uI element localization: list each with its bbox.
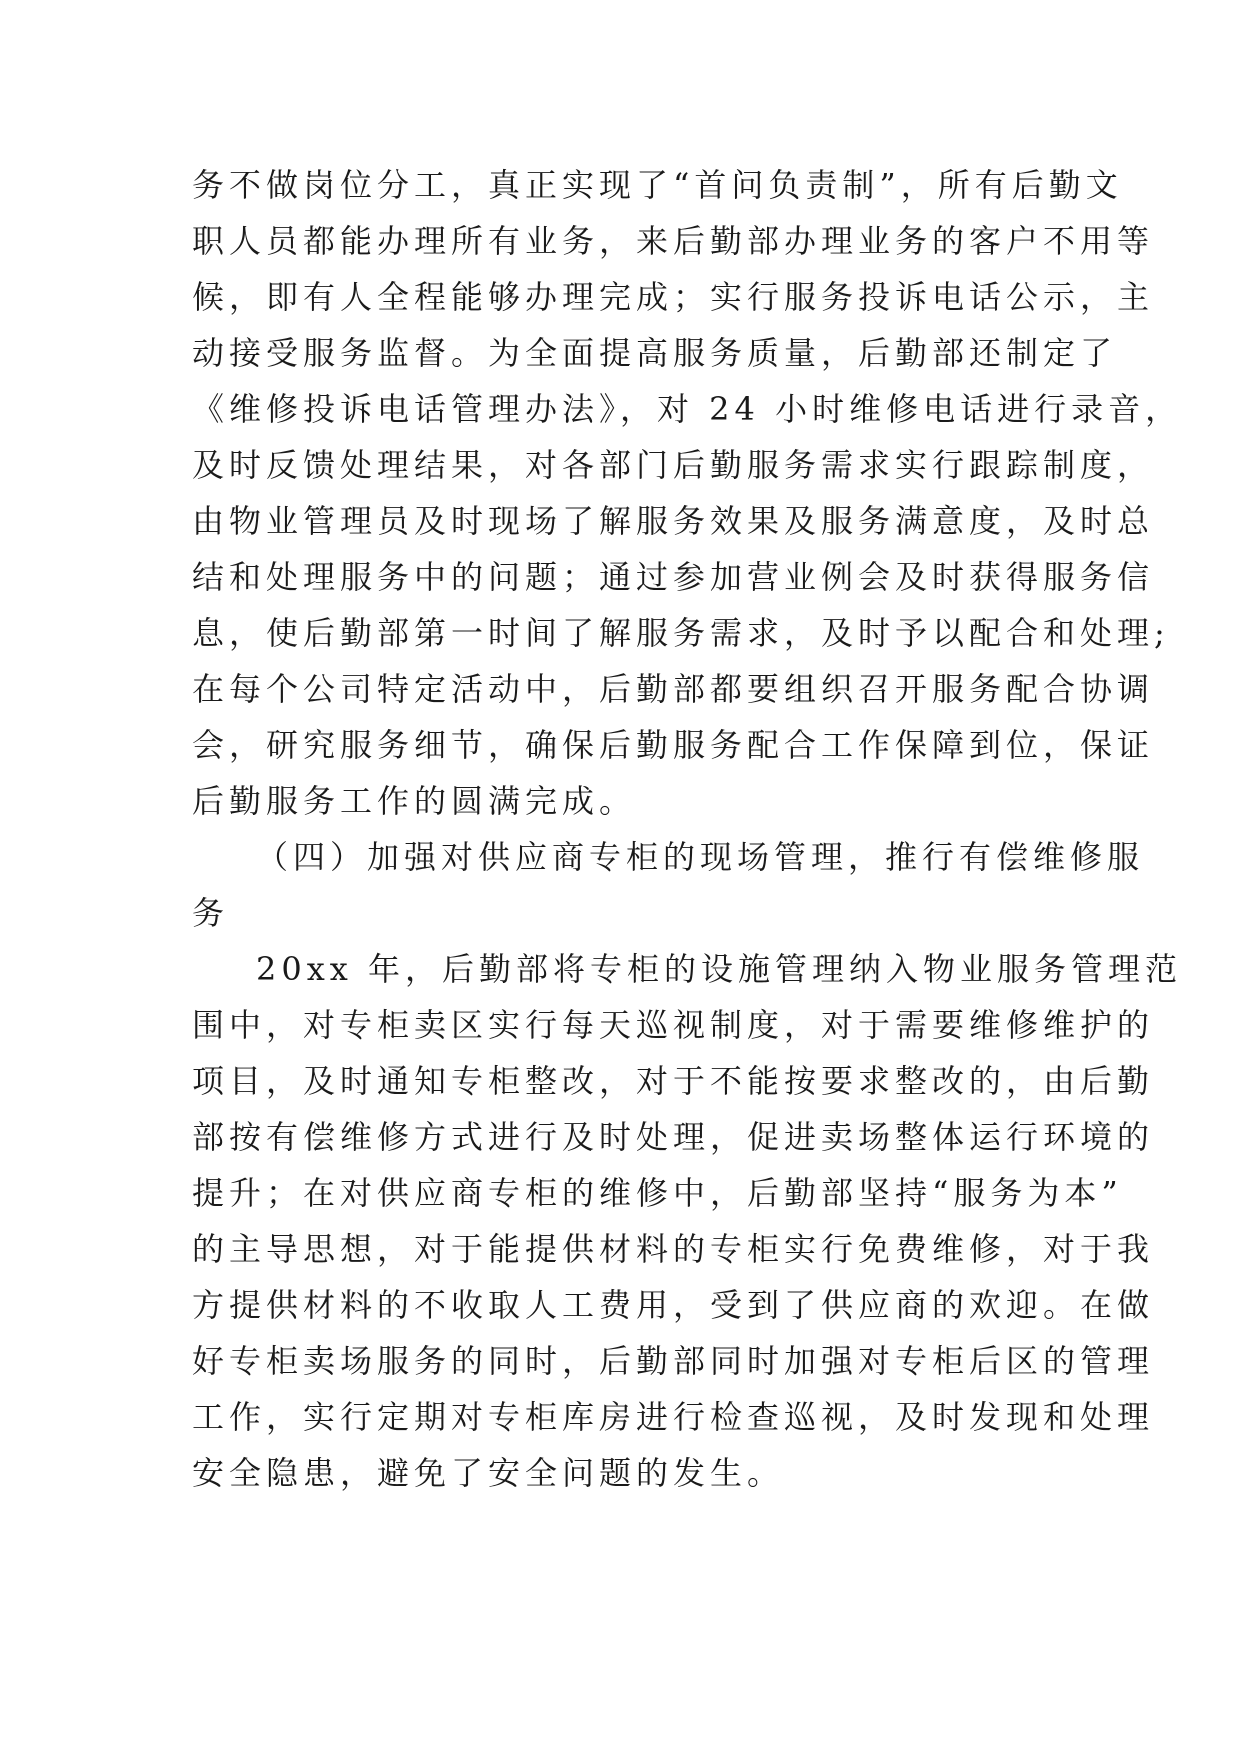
paragraph-2-line: 项目，及时通知专柜整改，对于不能按要求整改的，由后勤 bbox=[192, 1062, 1155, 1100]
paragraph-2-line: 安全隐患，避免了安全问题的发生。 bbox=[192, 1454, 785, 1492]
paragraph-1-line: 由物业管理员及时现场了解服务效果及服务满意度，及时总 bbox=[192, 502, 1155, 540]
paragraph-2-line: 提升；在对供应商专柜的维修中，后勤部坚持“服务为本” bbox=[192, 1174, 1123, 1212]
section-heading: （四）加强对供应商专柜的现场管理，推行有偿维修服 bbox=[256, 838, 1145, 876]
paragraph-2-line: 部按有偿维修方式进行及时处理，促进卖场整体运行环境的 bbox=[192, 1118, 1155, 1156]
paragraph-1-line: 务不做岗位分工，真正实现了“首问负责制”，所有后勤文 bbox=[192, 166, 1123, 204]
paragraph-2-line: 好专柜卖场服务的同时，后勤部同时加强对专柜后区的管理 bbox=[192, 1342, 1155, 1380]
paragraph-1-line: 及时反馈处理结果，对各部门后勤服务需求实行跟踪制度， bbox=[192, 446, 1155, 484]
paragraph-1-line: 会，研究服务细节，确保后勤服务配合工作保障到位，保证 bbox=[192, 726, 1155, 764]
section-heading-continuation: 务 bbox=[192, 894, 230, 932]
paragraph-1-line: 在每个公司特定活动中，后勤部都要组织召开服务配合协调 bbox=[192, 670, 1155, 708]
paragraph-2-line: 工作，实行定期对专柜库房进行检查巡视，及时发现和处理 bbox=[192, 1398, 1155, 1436]
paragraph-2-line: 20xx 年，后勤部将专柜的设施管理纳入物业服务管理范 bbox=[256, 950, 1182, 988]
paragraph-1-line: 《维修投诉电话管理办法》，对 24 小时维修电话进行录音， bbox=[192, 390, 1183, 428]
paragraph-2-line: 的主导思想，对于能提供材料的专柜实行免费维修，对于我 bbox=[192, 1230, 1155, 1268]
paragraph-2-line: 方提供材料的不收取人工费用，受到了供应商的欢迎。在做 bbox=[192, 1286, 1155, 1324]
paragraph-1-line: 候，即有人全程能够办理完成；实行服务投诉电话公示，主 bbox=[192, 278, 1155, 316]
paragraph-1-line: 动接受服务监督。为全面提高服务质量，后勤部还制定了 bbox=[192, 334, 1118, 372]
paragraph-1-line: 结和处理服务中的问题；通过参加营业例会及时获得服务信 bbox=[192, 558, 1155, 596]
paragraph-1-line: 后勤服务工作的圆满完成。 bbox=[192, 782, 637, 820]
paragraph-2-line: 围中，对专柜卖区实行每天巡视制度，对于需要维修维护的 bbox=[192, 1006, 1155, 1044]
paragraph-1-line: 息，使后勤部第一时间了解服务需求，及时予以配合和处理; bbox=[192, 614, 1170, 652]
paragraph-1-line: 职人员都能办理所有业务，来后勤部办理业务的客户不用等 bbox=[192, 222, 1155, 260]
